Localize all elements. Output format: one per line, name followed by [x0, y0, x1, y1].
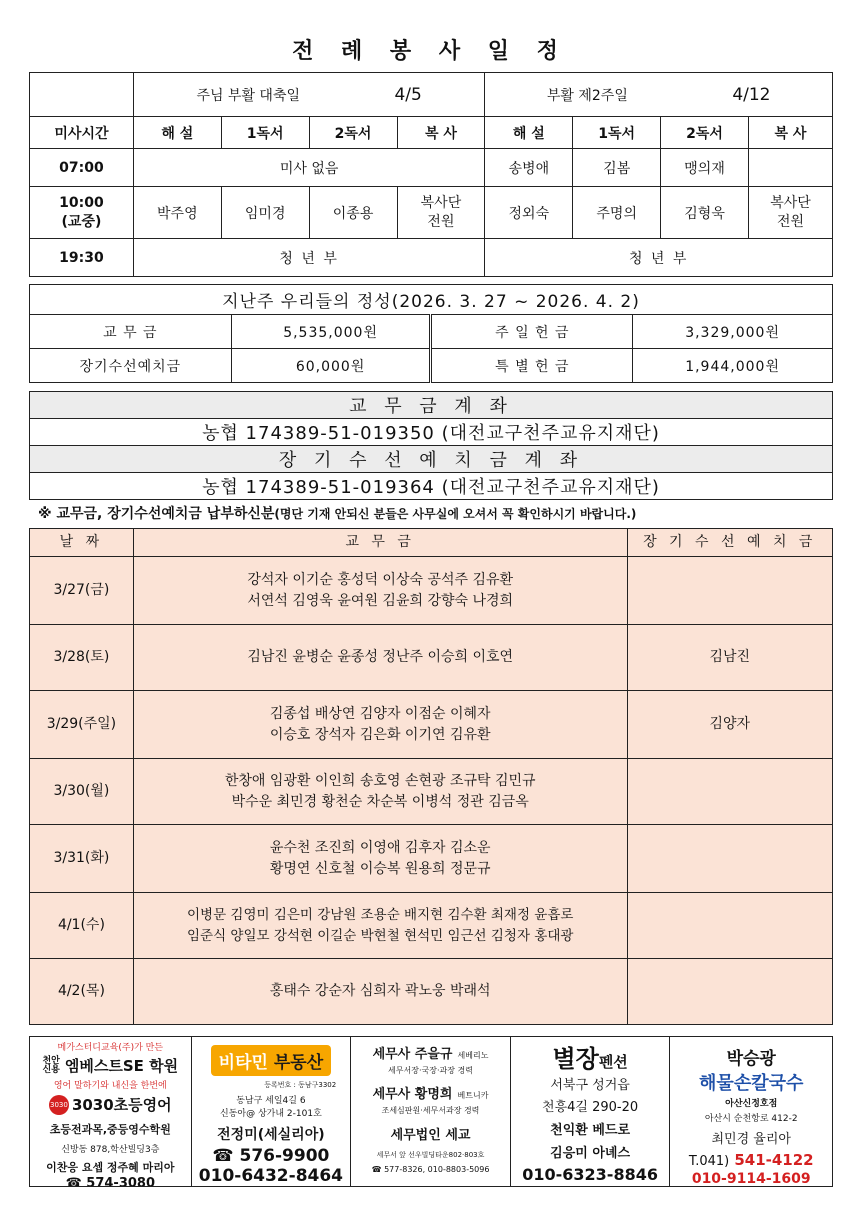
ad-tax-name2: 세무사 황명희 [372, 1087, 453, 1102]
week1-name: 주님 부활 대축일 [196, 87, 301, 104]
corner-cell [30, 73, 134, 117]
donor-line: 임준식 양일모 강석현 이길순 박현철 현석민 임근선 김청자 홍대광 [186, 927, 574, 944]
account-number: 농협 174389-51-019364 (대전교구천주교유지재단) [30, 473, 833, 500]
donor-names [133, 959, 627, 1025]
donor-line: 윤수천 조진희 이영애 김후자 김소운 [269, 839, 491, 856]
ad-pension-owner1: 천익환 베드로 [550, 1123, 631, 1138]
ad-tax-name1-sub: 세베리노 [457, 1051, 489, 1060]
liturgy-schedule-table [29, 72, 833, 277]
donor-date: 3/28(토) [30, 625, 134, 691]
offering-value: 3,329,000원 [633, 315, 833, 349]
ad-tax-desc1: 세무서장·국장·과장 경력 [388, 1066, 473, 1075]
ad-tax-firm: 세무법인 세교 [390, 1128, 471, 1143]
account-table [29, 391, 833, 500]
schedule-cell: 임미경 [221, 187, 309, 239]
schedule-cell: 청 년 부 [133, 239, 485, 277]
ad-academy-top: 메가스터디교육(주)가 만든 [57, 1043, 164, 1053]
offering-value: 1,944,000원 [633, 349, 833, 383]
notice-sub: (명단 기재 안되신 분들은 사무실에 오셔서 꼭 확인하시기 바랍니다.) [274, 507, 637, 521]
table-row [30, 625, 833, 691]
donor-names [133, 759, 627, 825]
table-row [30, 825, 833, 893]
schedule-cell: 이종용 [309, 187, 397, 239]
donor-date: 3/31(화) [30, 825, 134, 893]
donor-date: 4/2(목) [30, 959, 134, 1025]
mass-time: 19:30 [30, 239, 134, 277]
repair-names: 김양자 [627, 691, 832, 759]
commentary-header: 해 설 [485, 117, 573, 149]
ad-academy-owner: 이찬응 요셉 정주혜 마리아 [46, 1161, 175, 1174]
donor-line: 한창애 임광환 이인희 송호영 손현광 조규탁 김민규 [224, 772, 536, 789]
ad-noodle-tel-row [670, 1150, 832, 1169]
table-row [30, 557, 833, 625]
schedule-cell [749, 149, 833, 187]
donor-names [133, 825, 627, 893]
schedule-cell: 청 년 부 [485, 239, 833, 277]
mass-time-sub: (교중) [61, 213, 102, 230]
donor-date: 4/1(수) [30, 893, 134, 959]
payment-notice [38, 503, 636, 523]
ad-academy-school-row [30, 1094, 191, 1115]
ad-pension-phone: 010-6323-8846 [522, 1165, 658, 1184]
account-title: 교 무 금 계 좌 [30, 392, 833, 419]
reading1-header: 1독서 [221, 117, 309, 149]
ad-noodle-tel-label: T.041) [688, 1154, 730, 1169]
ad-pension-brand-row [511, 1039, 670, 1074]
donor-table [29, 528, 833, 1025]
notice-main: ※ 교무금, 장기수선예치금 납부하신분 [38, 506, 275, 522]
donor-names [133, 691, 627, 759]
offering-label: 주 일 헌 금 [431, 315, 633, 349]
donor-line: 김종섭 배상연 김양자 이점순 이혜자 [269, 705, 491, 722]
mass-time-main: 10:00 [59, 194, 104, 211]
ad-tax-name1-row [351, 1043, 510, 1062]
date-header: 날 짜 [30, 529, 134, 557]
commentary-header: 해 설 [133, 117, 221, 149]
repair-names [627, 557, 832, 625]
ad-tax [351, 1037, 511, 1186]
ad-noodle-owner-top: 박승광 [726, 1049, 776, 1069]
donor-line: 이병문 김영미 김은미 강남원 조용순 배지현 김수환 최재정 윤흡로 [186, 906, 574, 923]
offering-value: 60,000원 [231, 349, 431, 383]
ad-realty-brand [211, 1045, 331, 1076]
table-row [30, 759, 833, 825]
ad-noodle-branch: 아산신정호점 [725, 1099, 778, 1109]
schedule-cell: 정외숙 [485, 187, 573, 239]
week2-date: 4/12 [732, 84, 771, 105]
ad-tax-desc2: 조세심판원·세무서과장 경력 [381, 1106, 480, 1115]
donor-line: 강석자 이기순 홍성덕 이상숙 공석주 김유환 [247, 571, 514, 588]
donor-line: 김남진 윤병순 윤종성 정난주 이승희 이호연 [247, 649, 514, 665]
account-number: 농협 174389-51-019350 (대전교구천주교유지재단) [30, 419, 833, 446]
mass-time [30, 187, 134, 239]
ad-academy-subjects: 초등전과목,중등영수학원 [49, 1123, 171, 1136]
ad-noodle-address: 아산시 순천항로 412-2 [704, 1114, 798, 1124]
ad-pension-brand: 별장 [552, 1044, 599, 1073]
ad-realty-brand2: 부동산 [273, 1053, 324, 1073]
schedule-cell: 맹의재 [661, 149, 749, 187]
schedule-cell: 김형욱 [661, 187, 749, 239]
offering-title: 지난주 우리들의 정성(2026. 3. 27 ~ 2026. 4. 2) [30, 285, 833, 315]
offering-label: 장기수선예치금 [30, 349, 232, 383]
repair-names [627, 825, 832, 893]
ad-tax-phone: ☎ 577-8326, 010-8803-5096 [371, 1165, 490, 1174]
ad-strip [29, 1036, 833, 1187]
schedule-cell: 주명의 [573, 187, 661, 239]
tithe-header: 교 무 금 [133, 529, 627, 557]
ad-realty-addr1: 동남구 세일4길 6 [236, 1096, 306, 1106]
ad-noodle-brand: 해물손칼국수 [699, 1073, 804, 1094]
donor-date: 3/30(월) [30, 759, 134, 825]
ad-pension-addr1: 서북구 성거읍 [550, 1078, 630, 1093]
donor-line: 이승호 장석자 김은화 이기연 김유환 [269, 726, 491, 743]
ad-tax-name2-row [351, 1083, 510, 1102]
schedule-cell: 복사단 전원 [397, 187, 485, 239]
server-header: 복 사 [397, 117, 485, 149]
offering-label: 교 무 금 [30, 315, 232, 349]
ad-tax-name2-sub: 베트니카 [457, 1091, 489, 1100]
server-header: 복 사 [749, 117, 833, 149]
ad-pension-addr2: 천흥4길 290-20 [542, 1100, 639, 1115]
reading1-header: 1독서 [573, 117, 661, 149]
reading2-header: 2독서 [309, 117, 397, 149]
week2-name: 부활 제2주일 [546, 87, 628, 104]
ad-realty-brand1: 비타민 [218, 1053, 268, 1073]
ad-realty [192, 1037, 352, 1186]
schedule-cell: 미사 없음 [133, 149, 485, 187]
donor-line: 황명연 신호철 이승복 원용희 정문규 [269, 860, 491, 877]
donor-line: 홍태수 강순자 심희자 곽노웅 박래석 [269, 983, 491, 999]
schedule-cell: 김봄 [573, 149, 661, 187]
repair-header: 장 기 수 선 예 치 금 [627, 529, 832, 557]
ad-academy-tagline: 영어 말하기와 내신을 한번에 [53, 1081, 167, 1091]
ad-pension-brand-sub: 펜션 [598, 1053, 628, 1071]
schedule-cell: 복사단 전원 [749, 187, 833, 239]
ad-realty-addr2: 신동아@ 상가내 2-101호 [220, 1109, 322, 1119]
donor-date: 3/27(금) [30, 557, 134, 625]
reading2-header: 2독서 [661, 117, 749, 149]
repair-names [627, 893, 832, 959]
repair-names: 김남진 [627, 625, 832, 691]
ad-academy-brand-prefix: 천안 신용 [42, 1055, 60, 1075]
ad-pension [511, 1037, 671, 1186]
ad-noodle [670, 1037, 832, 1186]
table-row [30, 959, 833, 1025]
ad-academy-brand: 엠베스트SE 학원 [64, 1057, 179, 1075]
donor-names [133, 893, 627, 959]
ad-realty-reg: 등록번호 : 동남구3302 [264, 1081, 337, 1089]
table-row [30, 691, 833, 759]
week1-date: 4/5 [394, 84, 422, 105]
ad-tax-address: 세무서 앞 선우빌딩타운802·803호 [376, 1151, 485, 1159]
ad-academy-school: 3030초등영어 [71, 1096, 172, 1114]
ad-realty-phone1: ☎ 576-9900 [212, 1146, 330, 1166]
ad-academy-address: 신방동 878,학산빌딩3층 [61, 1145, 160, 1155]
ad-academy [30, 1037, 192, 1186]
donor-line: 서연석 김영욱 윤여원 김윤희 강향숙 나경희 [247, 592, 514, 609]
offering-label: 특 별 헌 금 [431, 349, 633, 383]
account-title: 장 기 수 선 예 치 금 계 좌 [30, 446, 833, 473]
ad-noodle-mobile: 010-9114-1609 [691, 1171, 811, 1186]
week1-header [133, 73, 485, 117]
mass-time: 07:00 [30, 149, 134, 187]
ad-pension-owner2: 김응미 아녜스 [550, 1146, 631, 1161]
donor-names [133, 625, 627, 691]
ad-noodle-owner: 최민경 율리아 [711, 1132, 791, 1147]
donor-line: 박수운 최민경 황천순 차순복 이병석 정관 김금옥 [231, 793, 529, 810]
offering-value: 5,535,000원 [231, 315, 431, 349]
donor-date: 3/29(주일) [30, 691, 134, 759]
week2-header [485, 73, 833, 117]
schedule-cell: 박주영 [133, 187, 221, 239]
donor-names [133, 557, 627, 625]
page-title: 전 례 봉 사 일 정 [292, 39, 568, 64]
table-row [30, 893, 833, 959]
schedule-cell: 송병애 [485, 149, 573, 187]
ad-academy-brand-row [30, 1055, 191, 1076]
ad-realty-owner: 전정미(세실리아) [217, 1127, 325, 1143]
repair-names [627, 759, 832, 825]
ad-noodle-tel: 541-4122 [734, 1151, 814, 1169]
mass-time-header: 미사시간 [30, 117, 134, 149]
repair-names [627, 959, 832, 1025]
school-logo-icon: 3030 [49, 1095, 69, 1115]
ad-tax-name1: 세무사 주을규 [372, 1047, 453, 1062]
offering-table [29, 284, 833, 383]
ad-realty-phone2: 010-6432-8464 [198, 1166, 344, 1186]
ad-academy-phone: ☎ 574-3080 [65, 1176, 156, 1186]
